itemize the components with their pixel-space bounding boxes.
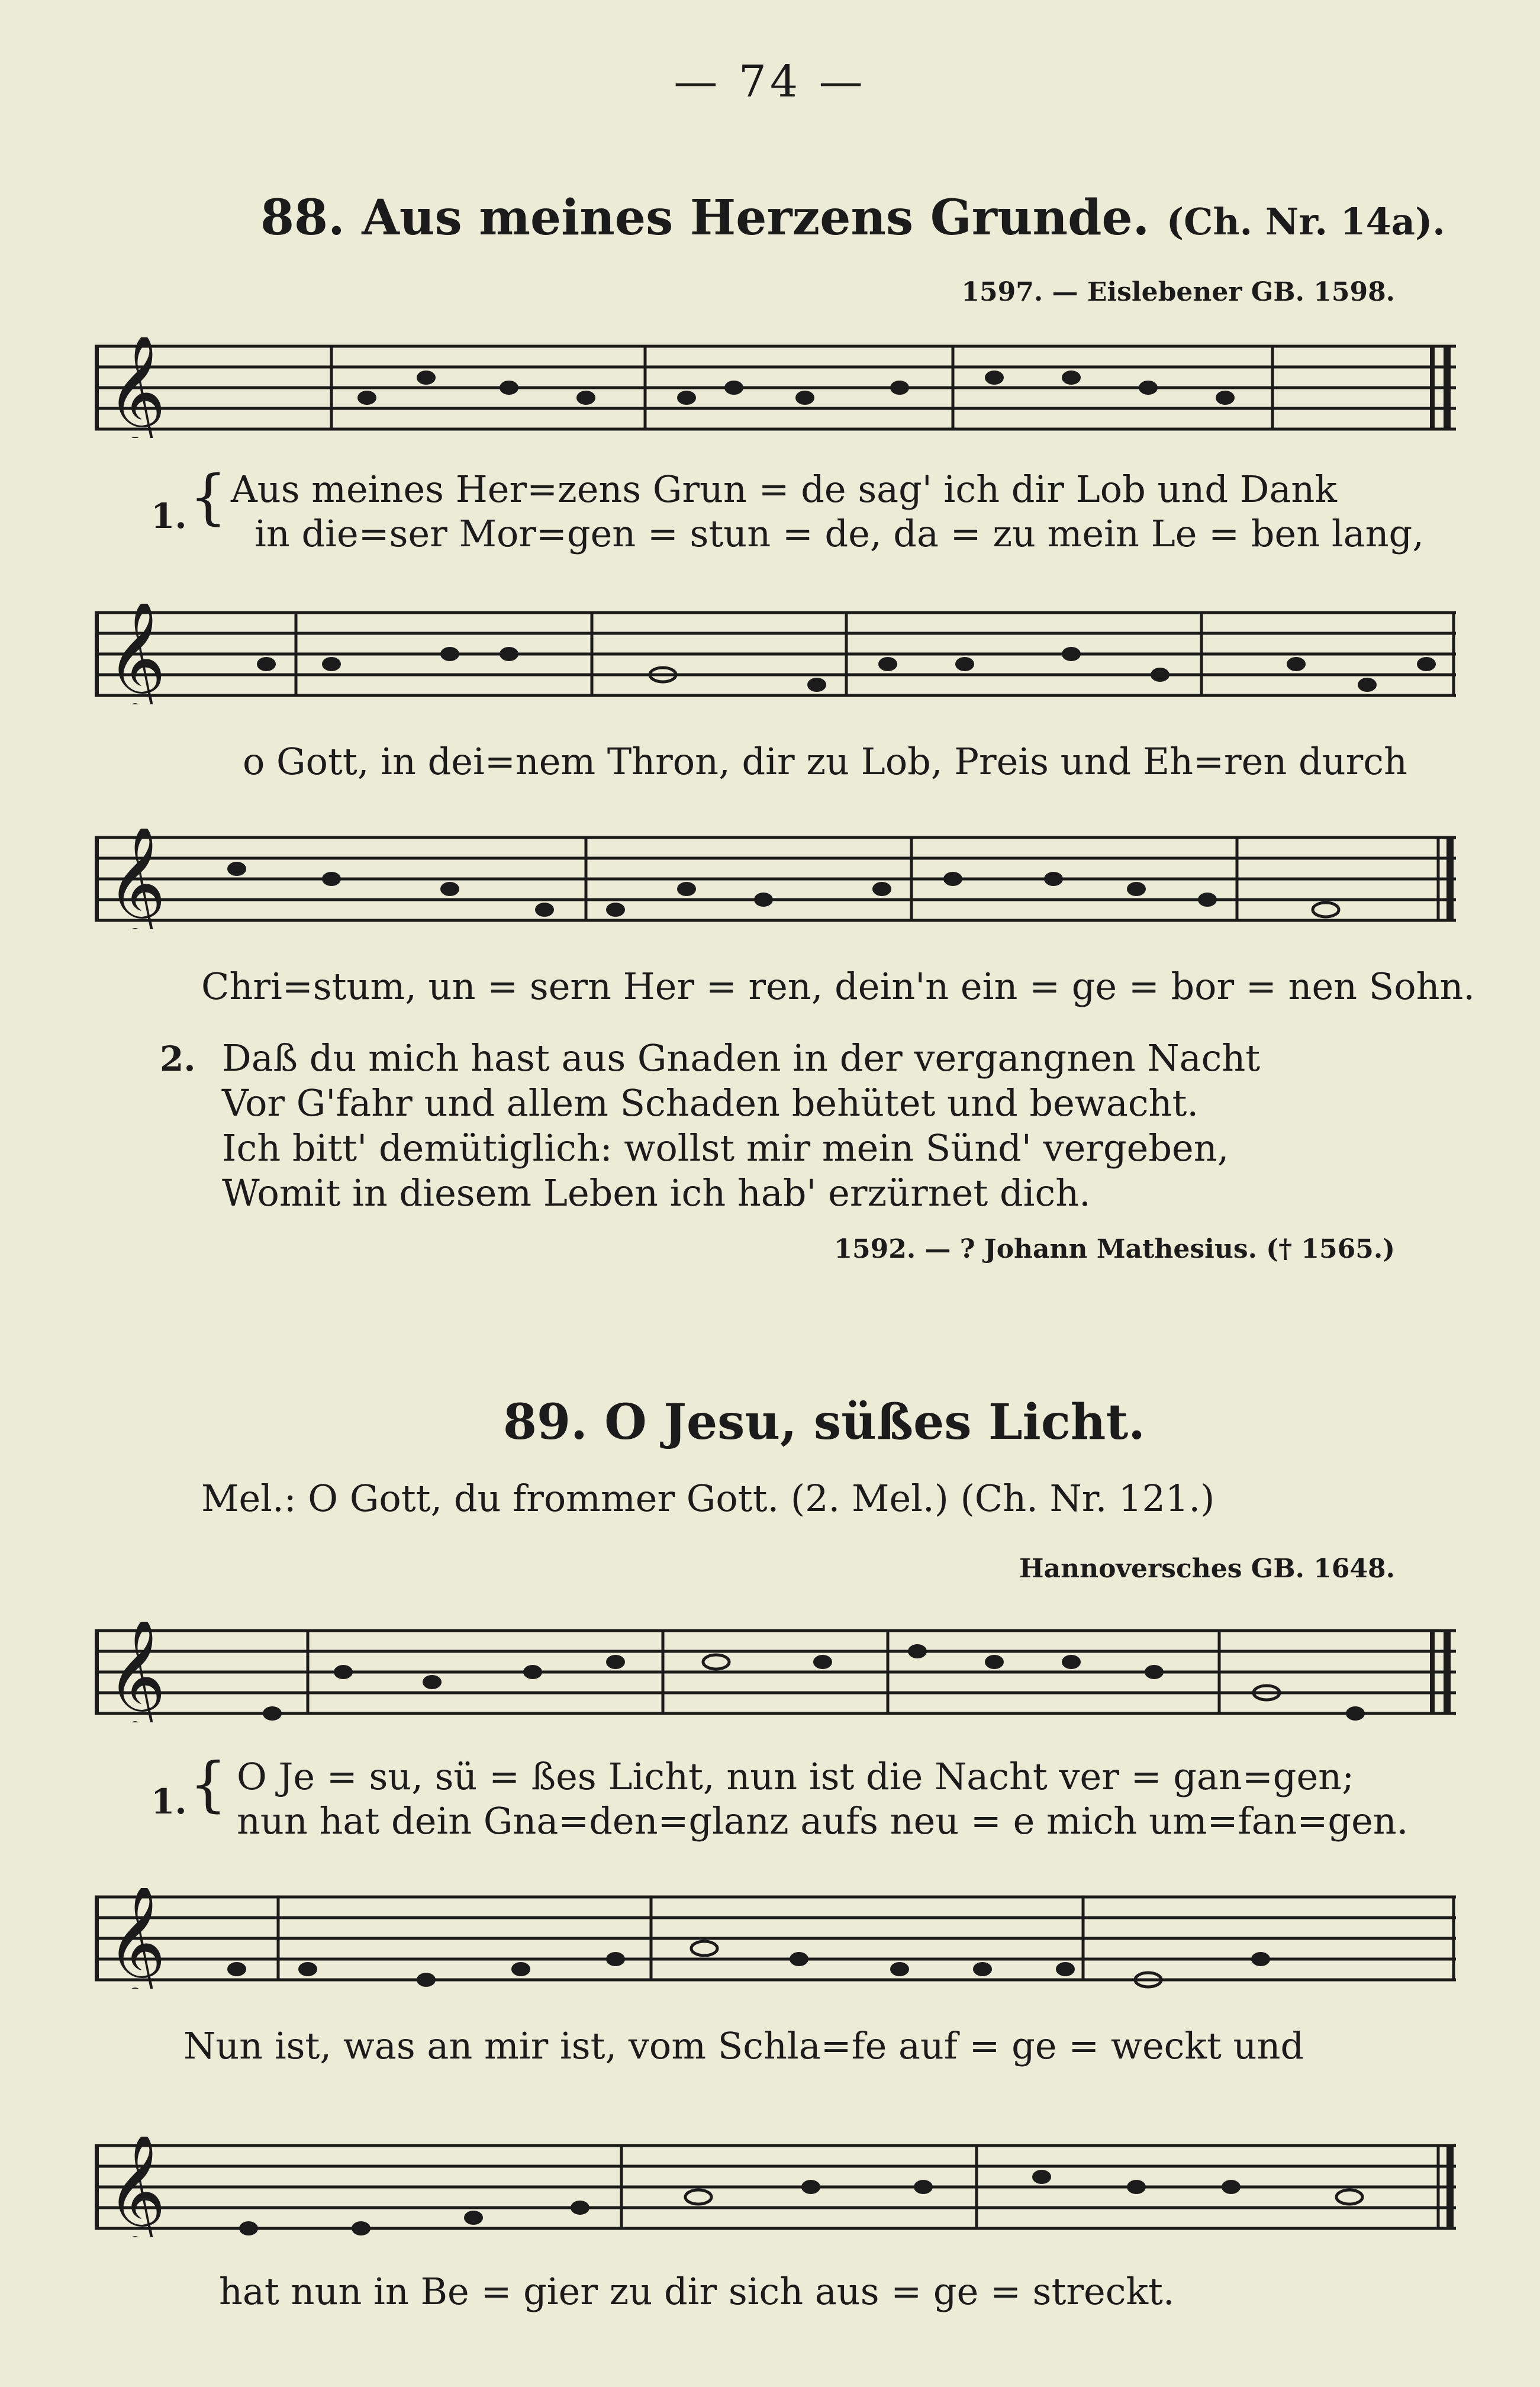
- verse-brace: {: [189, 462, 227, 531]
- hymn-89-melody: Mel.: O Gott, du frommer Gott. (2. Mel.) (Ch. Nr. 121.): [201, 1477, 1215, 1520]
- hymn-88-lyric-line-1: Aus meines Her=zens Grun = de sag' ich dir Lob und Dank: [231, 468, 1337, 511]
- svg-text:𝄞: 𝄞: [107, 1622, 166, 1722]
- hymn-89-lyric-line-1: O Je = su, sü = ßes Licht, nun ist die Nacht ver = gan=gen;: [237, 1755, 1354, 1798]
- hymn-89-attribution: Hannoversches GB. 1648.: [1019, 1554, 1395, 1584]
- page-number: — 74 —: [674, 56, 866, 107]
- hymn-88-title: Aus meines Herzens Grunde.: [362, 189, 1150, 246]
- verse-line: Ich bitt' demütiglich: wollst mir mein Sünd' vergeben,: [222, 1126, 1229, 1170]
- hymn-89-lyric-line-3: Nun ist, was an mir ist, vom Schla=fe auf = ge = weckt und: [183, 2024, 1304, 2067]
- hymn-89-number: 89.: [503, 1394, 588, 1451]
- music-staff: [95, 829, 1456, 929]
- hymn-88-lyric-line-3: o Gott, in dei=nem Thron, dir zu Lob, Preis und Eh=ren durch: [243, 740, 1407, 783]
- hymn-88-ref: (Ch. Nr. 14a).: [1166, 200, 1445, 243]
- hymn-89-heading: [503, 1394, 1145, 1451]
- hymn-89-lyric-line-4: hat nun in Be = gier zu dir sich aus = ge = streckt.: [219, 2270, 1175, 2313]
- hymn-89-lyric-line-2: nun hat dein Gna=den=glanz aufs neu = e mich um=fan=gen.: [237, 1799, 1409, 1842]
- hymn-88-verse2-number: 2.: [160, 1039, 196, 1079]
- hymn-88-number: 88.: [260, 189, 345, 246]
- music-staff: [95, 604, 1456, 704]
- verse-line: Daß du mich hast aus Gnaden in der vergangnen Nacht: [222, 1036, 1261, 1080]
- hymn-88-lyric-line-2: in die=ser Mor=gen = stun = de, da = zu mein Le = ben lang,: [254, 512, 1424, 555]
- verse-line: Womit in diesem Leben ich hab' erzürnet dich.: [222, 1171, 1091, 1215]
- svg-text:𝄞: 𝄞: [107, 2137, 166, 2237]
- music-staff: [95, 1888, 1456, 1989]
- hymn-89-verse-number: 1.: [151, 1782, 187, 1822]
- svg-text:𝄞: 𝄞: [107, 604, 166, 704]
- hymn-88-text-attribution: 1592. — ? Johann Mathesius. († 1565.): [834, 1234, 1395, 1264]
- music-staff: [95, 2137, 1456, 2237]
- svg-text:𝄞: 𝄞: [107, 337, 166, 438]
- hymn-88-heading: [260, 189, 1445, 246]
- svg-text:𝄞: 𝄞: [107, 1888, 166, 1989]
- hymn-88-verse-number: 1.: [151, 496, 187, 536]
- hymn-88-lyric-line-4: Chri=stum, un = sern Her = ren, dein'n ein = ge = bor = nen Sohn.: [201, 965, 1475, 1008]
- music-staff: [95, 337, 1456, 438]
- hymn-88-verse-2: [222, 1036, 1260, 1216]
- hymn-89-title: O Jesu, süßes Licht.: [604, 1394, 1145, 1451]
- hymn-88-attribution: 1597. — Eislebener GB. 1598.: [961, 277, 1395, 307]
- verse-line: Vor G'fahr und allem Schaden behütet und bewacht.: [222, 1081, 1199, 1125]
- svg-text:𝄞: 𝄞: [107, 829, 166, 929]
- verse-brace: {: [189, 1750, 227, 1819]
- music-staff: [95, 1622, 1456, 1722]
